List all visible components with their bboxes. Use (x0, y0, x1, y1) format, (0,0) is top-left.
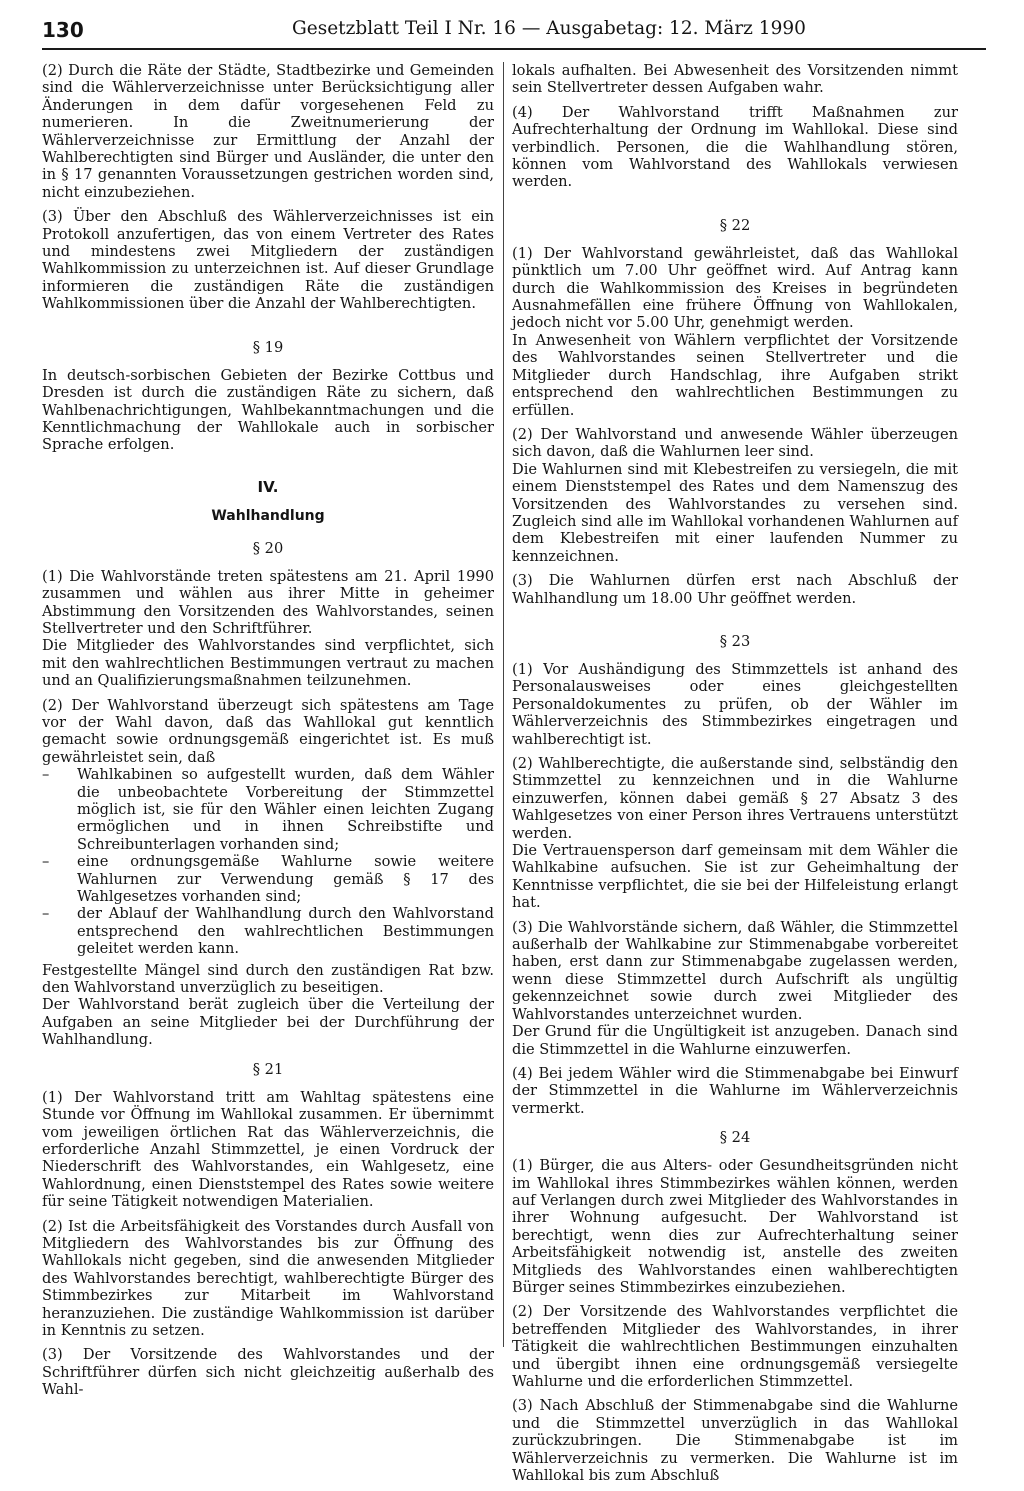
part-number: IV. (257, 477, 279, 496)
paragraph: (2) Der Vorsitzende des Wahlvorstandes verpflichtet die betreffenden Mitglieder des Wahlvorstandes, in ihrer Tätigkeit die wahlrechtlichen Bestimmungen einzuhalten und übergibt ihnen eine ordnungsgemäß versiegelte Wahlurne und die erforderlichen Stimmzettel. (512, 1303, 958, 1390)
list-item-text: der Ablauf der Wahlhandlung durch den Wahlvorstand entsprechend den wahlrechtlichen Bestimmungen geleitet werden kann. (77, 905, 494, 958)
paragraph: (2) Der Wahlvorstand und anwesende Wähler überzeugen sich davon, daß die Wahlurnen leer sind. (512, 425, 958, 461)
paragraph: (3) Nach Abschluß der Stimmenabgabe sind die Wahlurne und die Stimmzettel unverzüglich in das Wahllokal zurückzubringen. Die Stimmenabgabe ist im Wählerverzeichnis zu vermerken. Die Wahlurne ist im Wahllokal bis zum Abschluß (512, 1397, 958, 1485)
section-heading-19: § 19 (252, 338, 284, 356)
paragraph: (1) Der Wahlvorstand tritt am Wahltag spätestens eine Stunde vor Öffnung im Wahllokal zusammen. Er übernimmt vom jeweiligen örtlichen Rat das Wählerverzeichnis, die erforderliche Anzahl Stimmzettel, je einen Vordruck der Niederschrift des Wahlvorstandes, ein Wahlgesetz, eine Wahlordnung, einen Dienststempel des Rates sowie weitere für seine Tätigkeit notwendigen Materialien. (42, 1088, 494, 1211)
page-header (42, 12, 986, 54)
list-item (42, 853, 494, 905)
paragraph: In Anwesenheit von Wählern verpflichtet der Vorsitzende des Wahlvorstandes seinen Stellvertreter und die Mitglieder durch Handschlag, ihre Aufgaben strikt entsprechend den wahlrechtlichen Bestimmungen zu erfüllen. (512, 331, 958, 419)
paragraph: (2) Der Wahlvorstand überzeugt sich spätestens am Tage vor der Wahl davon, daß das Wahllokal gut kenntlich gemacht sowie ordnungsgemäß eingerichtet ist. Es muß gewährleistet sein, daß (42, 696, 494, 766)
left-column (42, 62, 494, 1406)
paragraph: (1) Vor Aushändigung des Stimmzettels ist anhand des Personalausweises oder eines gleichgestellten Personaldokumentes zu prüfen, ob der Wähler im Wählerverzeichnis des Stimmbezirkes eingetragen und wahlberechtigt ist. (512, 660, 958, 748)
paragraph: (2) Wahlberechtigte, die außerstande sind, selbständig den Stimmzettel zu kennzeichnen und in die Wahlurne einzuwerfen, können dabei gemäß § 27 Absatz 3 des Wahlgesetzes von einer Person ihres Vertrauens unterstützt werden. (512, 755, 958, 842)
section-heading-23: § 23 (719, 632, 751, 650)
section-heading-20: § 20 (252, 539, 284, 557)
paragraph: In deutsch-sorbischen Gebieten der Bezirke Cottbus und Dresden ist durch die zuständigen Räte zu sichern, daß Wahlbenachrichtigungen, Wahlbekanntmachungen und die Kenntlichmachung der Wahllokale auch in sorbischer Sprache erfolgen. (42, 366, 494, 454)
paragraph: (1) Bürger, die aus Alters- oder Gesundheitsgründen nicht im Wahllokal ihres Stimmbezirkes wählen können, werden auf Verlangen durch zwei Mitglieder des Wahlvorstandes in ihrer Wohnung aufgesucht. Der Wahlvorstand ist berechtigt, wenn dies zur Aufrechterhaltung seiner Arbeitsfähigkeit notwendig ist, anstelle des zweiten Mitglieds des Wahlvorstandes einen wahlberechtigten Bürger seines Stimmbezirkes einzubeziehen. (512, 1157, 958, 1296)
list-item-text: Wahlkabinen so aufgestellt wurden, daß dem Wähler die unbeobachtete Vorbereitung der Stimmzettel möglich ist, sie für den Wähler einen leichten Zugang ermöglichen und in ihnen Schreibstifte und Schreibunterlagen vorhanden sind; (77, 766, 494, 853)
paragraph: (3) Die Wahlvorstände sichern, daß Wähler, die Stimmzettel außerhalb der Wahlkabine zur Stimmenabgabe vorbereitet haben, erst dann zur Stimmenabgabe zugelassen werden, wenn diese Stimmzettel durch Aufschrift als ungültig gekennzeichnet sowie durch zwei Mitglieder des Wahlvorstandes unterzeichnet wurden. (512, 918, 958, 1023)
section-heading-24: § 24 (719, 1129, 751, 1147)
paragraph: Festgestellte Mängel sind durch den zuständigen Rat bzw. den Wahlvorstand unverzüglich zu beseitigen. (42, 961, 494, 997)
paragraph: (4) Der Wahlvorstand trifft Maßnahmen zur Aufrechterhaltung der Ordnung im Wahllokal. Diese sind verbindlich. Personen, die die Wahlhandlung stören, können vom Wahlvorstand des Wahllokals verwiesen werden. (512, 103, 958, 191)
header-rule (42, 48, 986, 50)
list-item-text: eine ordnungsgemäße Wahlurne sowie weitere Wahlurnen zur Verwendung gemäß § 17 des Wahlgesetzes vorhanden sind; (77, 853, 494, 906)
requirements-list (42, 766, 494, 957)
paragraph: Die Vertrauensperson darf gemeinsam mit dem Wähler die Wahlkabine aufsuchen. Sie ist zur Geheimhaltung der Kenntnisse verpflichtet, die sie bei der Hilfeleistung erlangt hat. (512, 842, 958, 912)
section-heading-21: § 21 (252, 1060, 284, 1078)
paragraph: (1) Der Wahlvorstand gewährleistet, daß das Wahllokal pünktlich um 7.00 Uhr geöffnet wird. Auf Antrag kann durch die Wahlkommission des Kreises in begründeten Ausnahmefällen eine frühere Öffnung von Wahllokalen, jedoch nicht vor 5.00 Uhr, genehmigt werden. (512, 244, 958, 332)
list-item (42, 766, 494, 853)
paragraph: (2) Durch die Räte der Städte, Stadtbezirke und Gemeinden sind die Wählerverzeichnisse unter Berücksichtigung aller Änderungen in dem dafür vorgesehenen Feld zu numerieren. In die Zweitnumerierung der Wählerverzeichnisse zur Ermittlung der Anzahl der Wahlberechtigten sind Bürger und Ausländer, die unter den in § 17 genannten Voraussetzungen gestrichen worden sind, nicht einzubeziehen. (42, 62, 494, 201)
paragraph: Die Mitglieder des Wahlvorstandes sind verpflichtet, sich mit den wahlrechtlichen Bestimmungen vertraut zu machen und an Qualifizierungsmaßnahmen teilzunehmen. (42, 637, 494, 690)
paragraph: (4) Bei jedem Wähler wird die Stimmenabgabe bei Einwurf der Stimmzettel in die Wahlurne im Wählerverzeichnis vermerkt. (512, 1064, 958, 1117)
paragraph: (1) Die Wahlvorstände treten spätestens am 21. April 1990 zusammen und wählen aus ihrer Mitte in geheimer Abstimmung den Vorsitzenden des Wahlvorstandes, seinen Stellvertreter und den Schriftführer. (42, 567, 494, 637)
list-item (42, 905, 494, 957)
paragraph: Der Wahlvorstand berät zugleich über die Verteilung der Aufgaben an seine Mitglieder bei der Durchführung der Wahlhandlung. (42, 996, 494, 1049)
page-number: 130 (42, 18, 84, 42)
part-title: Wahlhandlung (211, 507, 325, 524)
paragraph: (3) Über den Abschluß des Wählerverzeichnisses ist ein Protokoll anzufertigen, das von einem Vertreter des Rates und mindestens zwei Mitgliedern der zuständigen Wahlkommission zu unterzeichnen ist. Auf dieser Grundlage informieren die zuständigen Räte die zuständigen Wahlkommissionen über die Anzahl der Wahlberechtigten. (42, 208, 494, 313)
paragraph: (3) Die Wahlurnen dürfen erst nach Abschluß der Wahlhandlung um 18.00 Uhr geöffnet werden. (512, 572, 958, 607)
section-heading-22: § 22 (719, 216, 751, 234)
dash-bullet: – (42, 905, 50, 923)
paragraph: Die Wahlurnen sind mit Klebestreifen zu versiegeln, die mit einem Dienststempel des Rates und dem Namenszug des Vorsitzenden des Wahlvorstandes zu versehen sind. Zugleich sind alle im Wahllokal vorhandenen Wahlurnen auf dem Klebestreifen mit einer laufenden Nummer zu kennzeichnen. (512, 460, 958, 565)
running-title: Gesetzblatt Teil I Nr. 16 — Ausgabetag: 12. März 1990 (292, 18, 806, 39)
dash-bullet: – (42, 766, 50, 784)
paragraph: (3) Der Vorsitzende des Wahlvorstandes und der Schriftführer dürfen sich nicht gleichzeitig außerhalb des Wahl- (42, 1346, 494, 1399)
paragraph: lokals aufhalten. Bei Abwesenheit des Vorsitzenden nimmt sein Stellvertreter dessen Aufgaben wahr. (512, 62, 958, 97)
dash-bullet: – (42, 853, 50, 871)
paragraph: (2) Ist die Arbeitsfähigkeit des Vorstandes durch Ausfall von Mitgliedern des Wahlvorstandes bis zur Öffnung des Wahllokals nicht gegeben, sind die anwesenden Mitglieder des Wahlvorstandes berechtigt, wahlberechtigte Bürger des Stimmbezirkes zur Mitarbeit im Wahlvorstand heranzuziehen. Die zuständige Wahlkommission ist darüber in Kenntnis zu setzen. (42, 1217, 494, 1339)
right-column (512, 62, 958, 1491)
paragraph: Der Grund für die Ungültigkeit ist anzugeben. Danach sind die Stimmzettel in die Wahlurne einzuwerfen. (512, 1023, 958, 1058)
column-divider (503, 62, 504, 1347)
